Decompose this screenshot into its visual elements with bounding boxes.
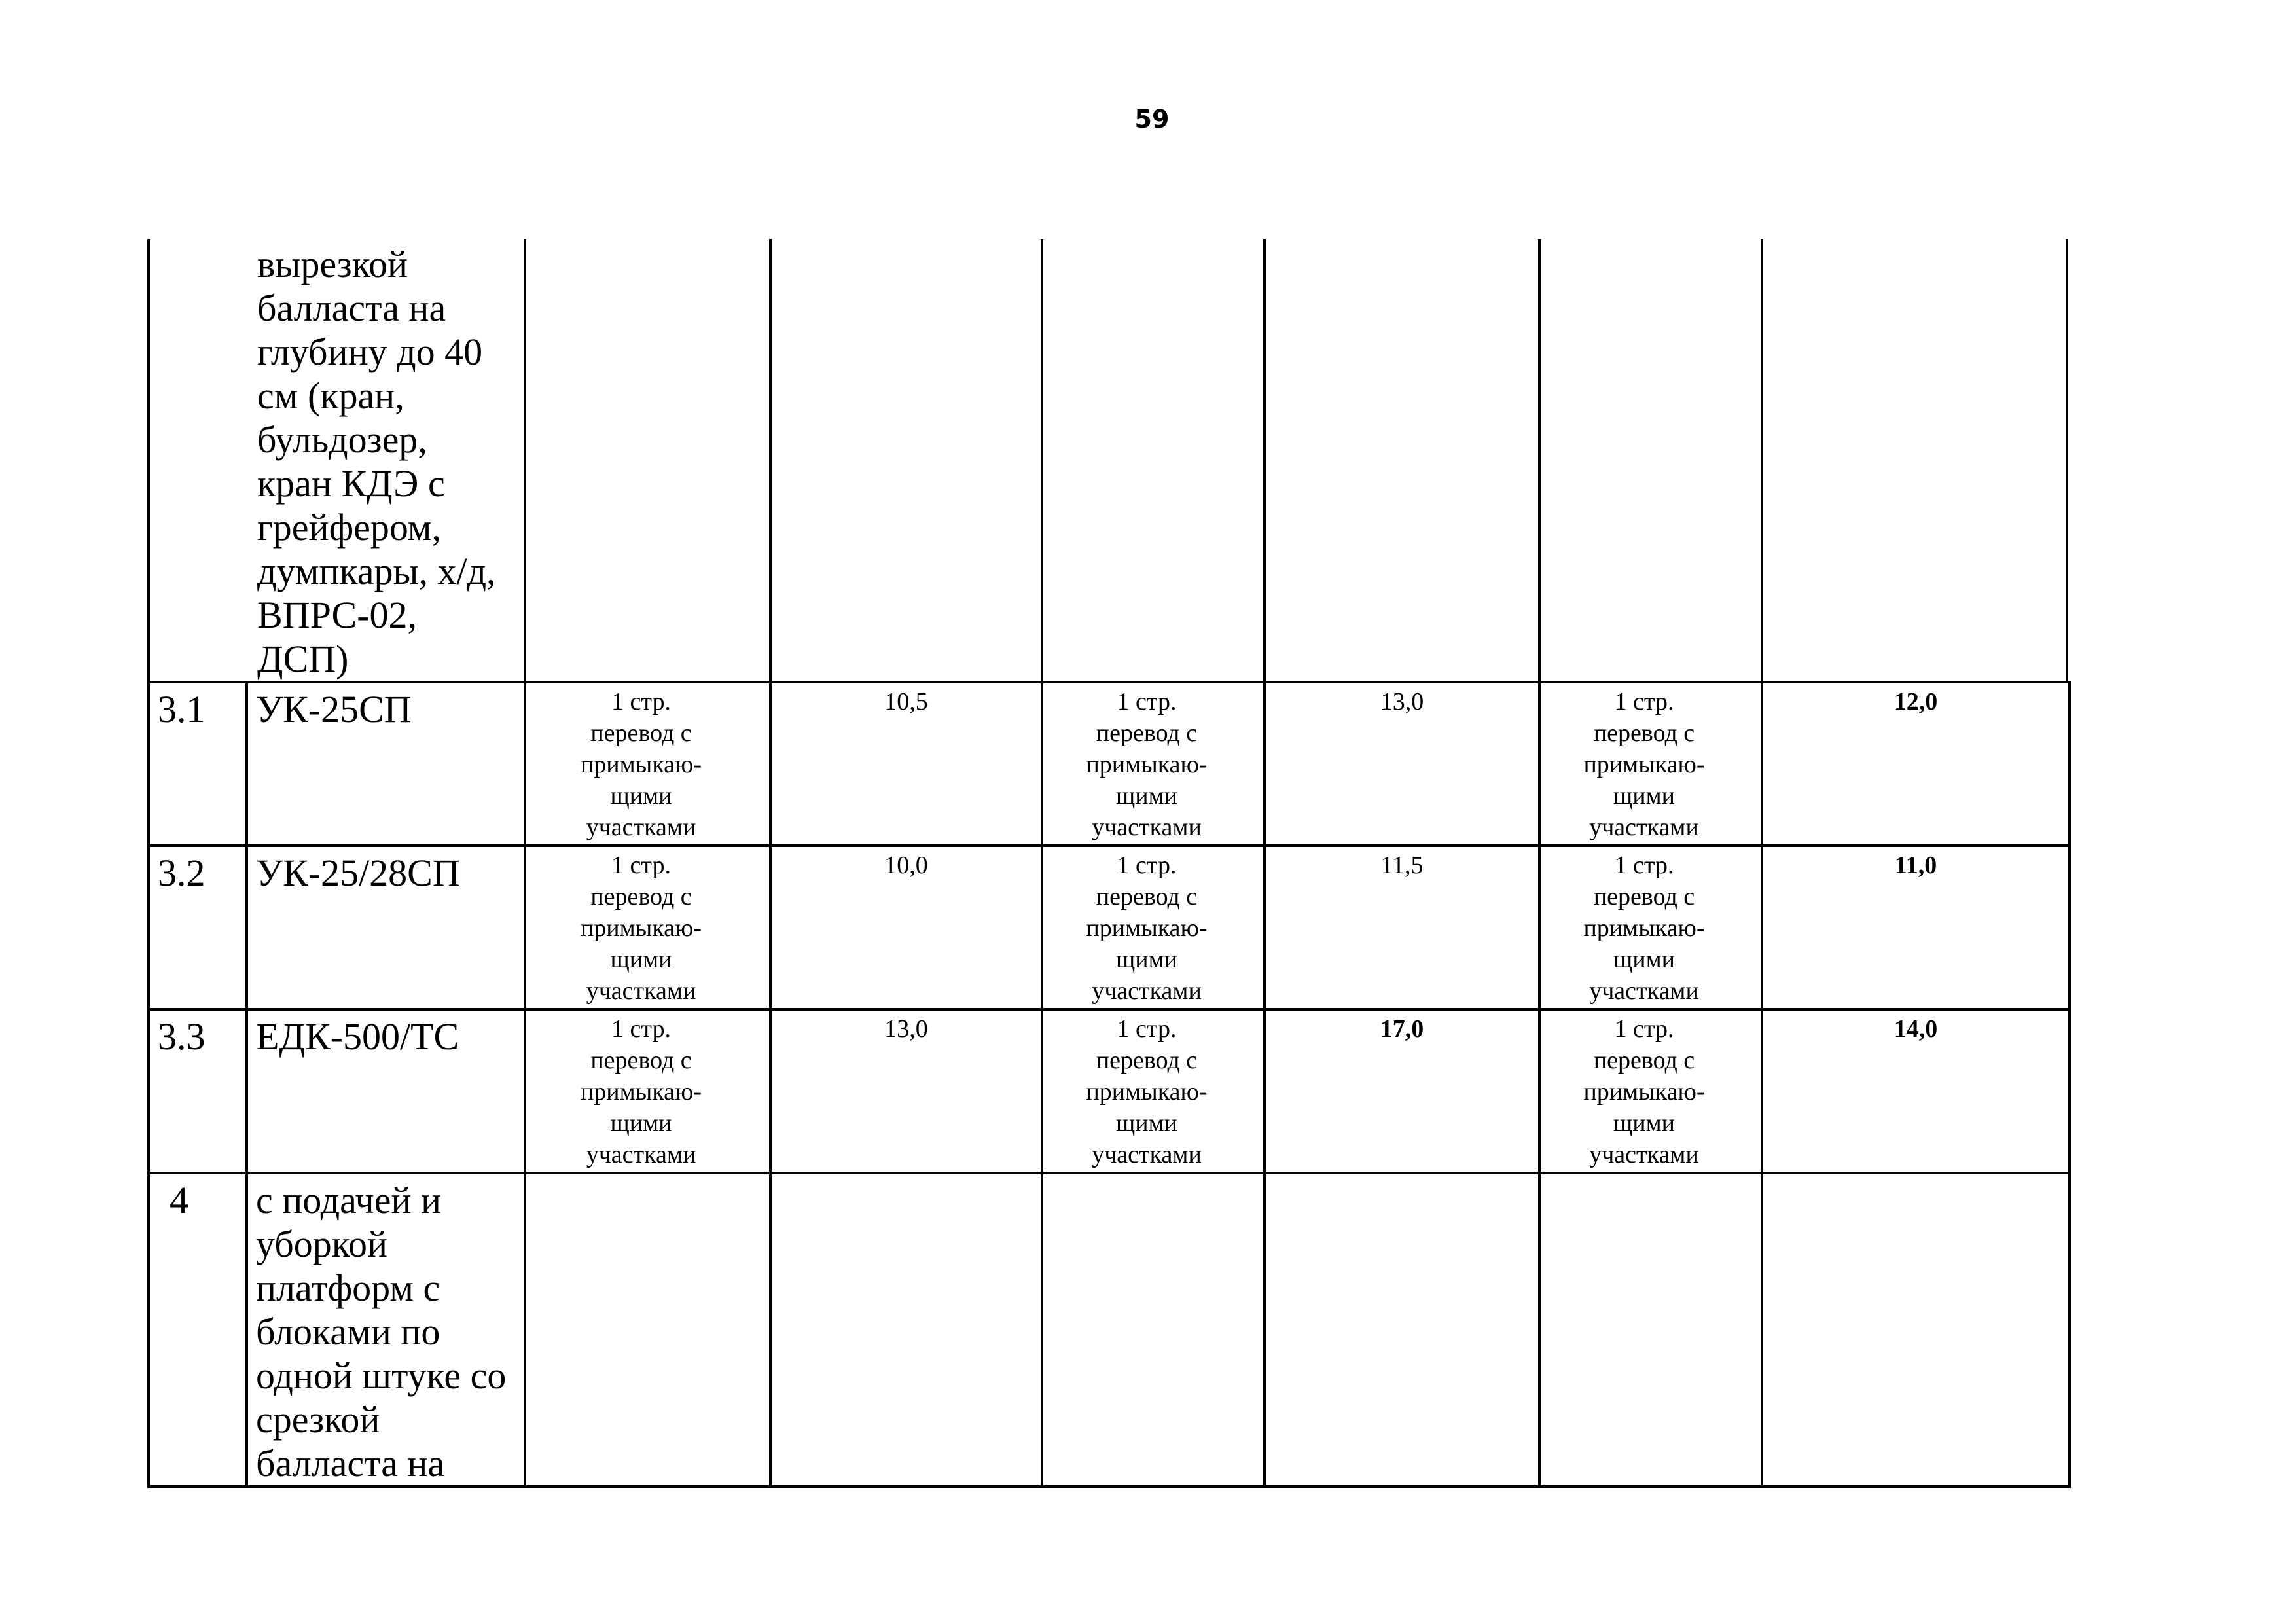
empty-cell <box>1042 1173 1265 1487</box>
row-value: 10,5 <box>770 682 1042 846</box>
row-value: 13,0 <box>1265 682 1539 846</box>
row-value: 17,0 <box>1265 1009 1539 1173</box>
row-value: 14,0 <box>1762 1009 2070 1173</box>
column-rule <box>1538 239 1541 681</box>
row-value: 10,0 <box>770 846 1042 1009</box>
table-row <box>149 1173 2070 1487</box>
table-continuation <box>147 239 2068 681</box>
table-row <box>149 682 2070 846</box>
column-rule <box>1041 239 1043 681</box>
empty-cell <box>1762 1173 2070 1487</box>
row-value: 11,0 <box>1762 846 2070 1009</box>
empty-cell <box>770 1173 1042 1487</box>
empty-cell <box>525 1173 770 1487</box>
row-number: 3.3 <box>149 1009 247 1173</box>
continuation-text: вырезкой балласта на глубину до 40 см (кран, бульдозер, кран КДЭ с грейфером, думпкары, х/д, ВПРС-02, ДСП) <box>257 243 496 680</box>
row-value: 11,5 <box>1265 846 1539 1009</box>
row-name: УК-25/28СП <box>247 846 525 1009</box>
table-row <box>149 1009 2070 1173</box>
empty-cell <box>1539 1173 1762 1487</box>
row-description: 1 стр. перевод с примыкаю- щими участками <box>1539 682 1762 846</box>
page-number: 59 <box>1134 105 1170 134</box>
row-name: ЕДК-500/ТС <box>247 1009 525 1173</box>
row-description: 1 стр. перевод с примыкаю- щими участками <box>525 846 770 1009</box>
row-description: 1 стр. перевод с примыкаю- щими участками <box>1042 846 1265 1009</box>
row-description: 1 стр. перевод с примыкаю- щими участками <box>525 682 770 846</box>
row-value: 12,0 <box>1762 682 2070 846</box>
column-rule <box>1761 239 1763 681</box>
row-description: 1 стр. перевод с примыкаю- щими участками <box>525 1009 770 1173</box>
column-rule <box>769 239 772 681</box>
empty-cell <box>1265 1173 1539 1487</box>
row-number: 3.1 <box>149 682 247 846</box>
column-rule <box>2066 239 2068 681</box>
table-row <box>149 846 2070 1009</box>
column-rule <box>147 239 150 681</box>
column-rule <box>1263 239 1266 681</box>
row-number: 3.2 <box>149 846 247 1009</box>
row-description: 1 стр. перевод с примыкаю- щими участками <box>1042 1009 1265 1173</box>
row-name: УК-25СП <box>247 682 525 846</box>
row-description: 1 стр. перевод с примыкаю- щими участками <box>1539 1009 1762 1173</box>
row-value: 13,0 <box>770 1009 1042 1173</box>
data-table <box>147 681 2071 1488</box>
row-number: 4 <box>149 1173 247 1487</box>
row-description: 1 стр. перевод с примыкаю- щими участками <box>1539 846 1762 1009</box>
row-name: с подачей и уборкой платформ с блоками по одной штуке со срезкой балласта на <box>247 1173 525 1487</box>
row-description: 1 стр. перевод с примыкаю- щими участками <box>1042 682 1265 846</box>
